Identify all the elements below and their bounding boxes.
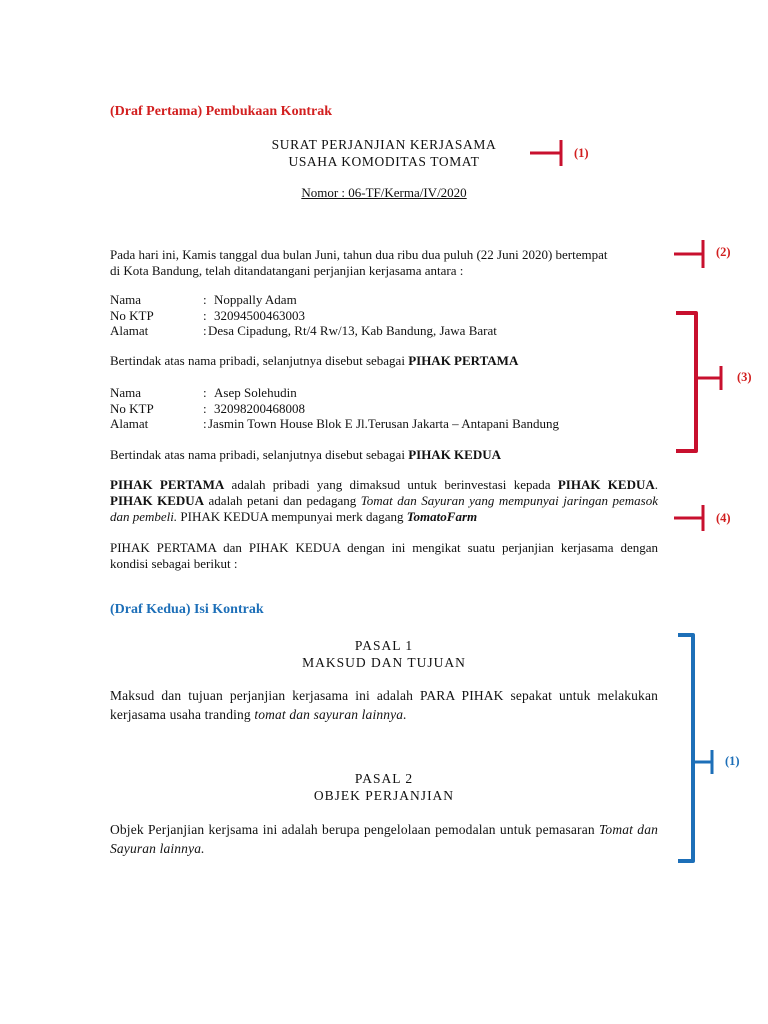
party2-nama-colon: : <box>203 385 207 400</box>
marker-1-bracket <box>530 140 562 166</box>
desc-bold-1: PIHAK PERTAMA <box>110 477 225 492</box>
marker-2-label: (2) <box>716 245 731 259</box>
opening-closing: PIHAK PERTAMA dan PIHAK KEDUA dengan ini mengikat suatu perjanjian kerjasama dengan kondisi sebagai berikut : <box>110 540 658 571</box>
party2-act-text: Bertindak atas nama pribadi, selanjutnya disebut sebagai <box>110 447 409 462</box>
party2-ktp-label: No KTP <box>110 400 154 416</box>
pasal1-text: Maksud dan tujuan perjanjian kerjasama ini adalah PARA PIHAK sepakat untuk melakukan kerjasama usaha tranding <box>110 688 658 722</box>
party1-ktp-label: No KTP <box>110 307 154 323</box>
marker-4-bracket <box>674 505 704 531</box>
intro-line2: di Kota Bandung, telah ditandatangani perjanjian kerjasama antara : <box>110 263 464 278</box>
draft1-heading: (Draf Pertama) Pembukaan Kontrak <box>110 104 333 119</box>
desc-text-4: PIHAK KEDUA mempunyai merk dagang <box>177 509 407 524</box>
party1-act-text: Bertindak atas nama pribadi, selanjutnya disebut sebagai <box>110 353 409 368</box>
marker-1-label: (1) <box>574 146 589 160</box>
pasal2-text: Objek Perjanjian kerjsama ini adalah berupa pengelolaan pemodalan untuk pemasaran <box>110 822 600 837</box>
party1-nama-value: Noppally Adam <box>214 292 297 307</box>
party2-alamat-colon: : <box>203 416 207 431</box>
pasal2-italic: Tomat dan Sayuran lainnya. <box>110 822 658 856</box>
contract-title-line1: SURAT PERJANJIAN KERJASAMA <box>271 137 497 152</box>
party1-nama-label: Nama <box>110 292 142 307</box>
party1-act-role: PIHAK PERTAMA <box>408 353 519 368</box>
desc-italic-1: Tomat dan Sayuran yang mempunyai jaringan pemasok dan pembeli. <box>110 493 658 524</box>
marker-4-label: (4) <box>716 511 731 525</box>
marker-3-label: (3) <box>737 370 752 384</box>
marker-2-bracket <box>674 240 704 268</box>
desc-bold-2: PIHAK KEDUA <box>557 477 655 492</box>
desc-text-2: . <box>654 477 658 492</box>
party2-act-role: PIHAK KEDUA <box>408 447 501 462</box>
party2-alamat-label: Alamat <box>110 416 149 431</box>
pasal1-title: MAKSUD DAN TUJUAN <box>302 655 466 670</box>
party2-alamat-value: Jasmin Town House Blok E Jl.Terusan Jakarta – Antapani Bandung <box>208 416 560 431</box>
party1-alamat-colon: : <box>203 323 207 338</box>
marker-3-bracket <box>676 313 722 451</box>
draft2-heading: (Draf Kedua) Isi Kontrak <box>110 602 264 617</box>
party2-nama-label: Nama <box>110 385 142 400</box>
party1-nama-colon: : <box>203 292 207 307</box>
intro-line1: Pada hari ini, Kamis tanggal dua bulan Juni, tahun dua ribu dua puluh (22 Juni 2020) bertempat <box>110 247 608 262</box>
contract-title-line2: USAHA KOMODITAS TOMAT <box>288 154 480 169</box>
desc-text-3: adalah petani dan pedagang <box>204 493 361 508</box>
draft2-bracket <box>678 635 713 861</box>
party2-ktp-colon: : <box>203 400 207 416</box>
pasal2-title: OBJEK PERJANJIAN <box>313 788 455 803</box>
pasal1-number: PASAL 1 <box>354 638 414 653</box>
desc-brand: TomatoFarm <box>406 509 478 524</box>
party2-nama-value: Asep Solehudin <box>214 385 297 400</box>
desc-text-1: adalah pribadi yang dimaksud untuk berinvestasi kepada <box>224 477 558 492</box>
desc-bold-3: PIHAK KEDUA <box>110 493 205 508</box>
party1-alamat-label: Alamat <box>110 323 149 338</box>
party1-ktp-colon: : <box>203 307 207 323</box>
party1-alamat-value: Desa Cipadung, Rt/4 Rw/13, Kab Bandung, Jawa Barat <box>208 323 497 338</box>
contract-number-text: Nomor : 06-TF/Kerma/IV/2020 <box>301 185 467 200</box>
pasal2-number: PASAL 2 <box>354 771 414 786</box>
draft2-marker-label: (1) <box>725 754 740 768</box>
party2-ktp-value: 32098200468008 <box>214 400 305 416</box>
party1-ktp-value: 32094500463003 <box>214 307 305 323</box>
pasal1-italic: tomat dan sayuran lainnya. <box>254 707 407 722</box>
